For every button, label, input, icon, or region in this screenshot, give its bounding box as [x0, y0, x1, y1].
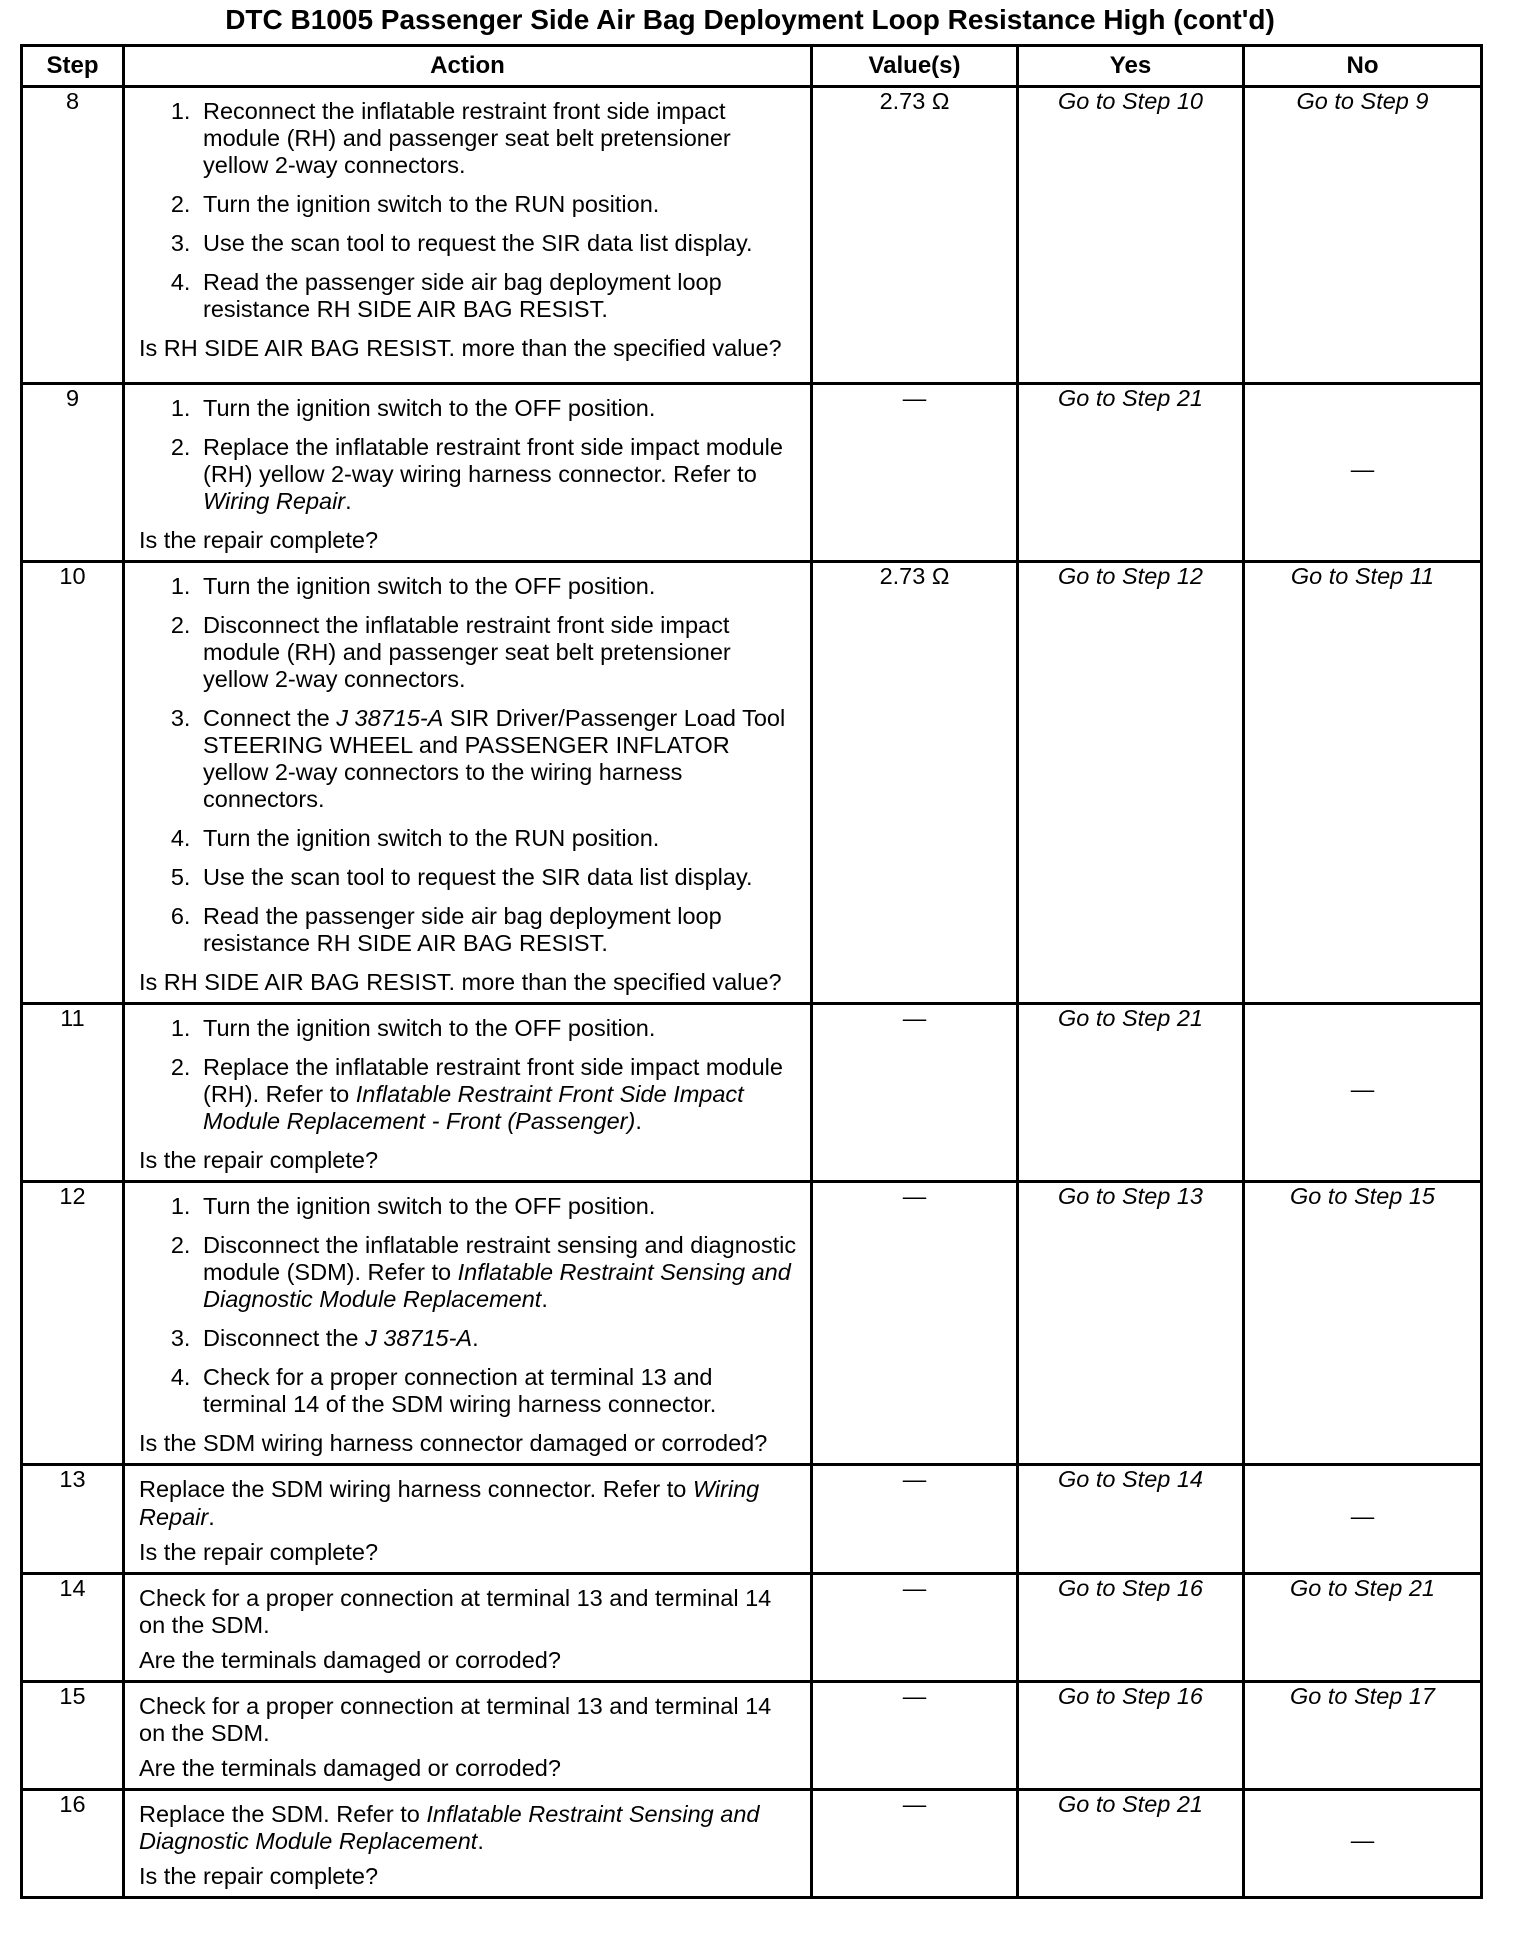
- reference-link: Inflatable Restraint Sensing and Diagnostic Module Replacement: [139, 1800, 760, 1854]
- reference-link: Inflatable Restraint Front Side Impact Module Replacement - Front (Passenger): [203, 1081, 744, 1135]
- action-list: [139, 1015, 800, 1135]
- value-cell: —: [812, 384, 1018, 562]
- value-cell: —: [812, 1789, 1018, 1897]
- action-item: [197, 1232, 800, 1313]
- value-cell: —: [812, 1182, 1018, 1465]
- no-cell: Go to Step 17: [1244, 1681, 1482, 1789]
- yes-cell: Go to Step 10: [1018, 87, 1244, 384]
- text-segment: .: [541, 1286, 548, 1313]
- text-segment: Disconnect the inflatable restraint sensing and diagnostic module (SDM). Refer to: [203, 1232, 797, 1286]
- action-list: [139, 573, 800, 957]
- action-cell: [124, 562, 812, 1004]
- text-segment: Replace the inflatable restraint front side impact module (RH). Refer to: [203, 1054, 783, 1108]
- action-list: [139, 98, 800, 323]
- action-item: 1. Turn the ignition switch to the OFF position.: [197, 1015, 800, 1042]
- yes-cell: Go to Step 13: [1018, 1182, 1244, 1465]
- action-cell: [124, 1465, 812, 1573]
- yes-cell: Go to Step 16: [1018, 1573, 1244, 1681]
- step-number: 16: [22, 1789, 124, 1897]
- action-item: 4. Read the passenger side air bag deployment loop resistance RH SIDE AIR BAG RESIST.: [197, 269, 800, 323]
- no-cell: Go to Step 21: [1244, 1573, 1482, 1681]
- yes-cell: Go to Step 16: [1018, 1681, 1244, 1789]
- table-row: [22, 1573, 1482, 1681]
- table-row: [22, 87, 1482, 384]
- yes-cell: Go to Step 21: [1018, 1004, 1244, 1182]
- text-segment: Replace the SDM. Refer to: [139, 1800, 427, 1827]
- action-item: 1. Turn the ignition switch to the OFF position.: [197, 573, 800, 600]
- no-cell: Go to Step 11: [1244, 562, 1482, 1004]
- text-segment: SIR Driver/Passenger Load Tool STEERING WHEEL and PASSENGER INFLATOR yellow 2-way connectors to the wiring harness connectors.: [203, 705, 786, 813]
- value-cell: 2.73 Ω: [812, 562, 1018, 1004]
- text-segment: .: [635, 1108, 642, 1135]
- action-item: [197, 1054, 800, 1135]
- reference-link: Inflatable Restraint Sensing and Diagnostic Module Replacement: [203, 1259, 791, 1313]
- no-cell: Go to Step 9: [1244, 87, 1482, 384]
- action-item: [197, 705, 800, 813]
- text-segment: .: [477, 1827, 484, 1854]
- page-title: DTC B1005 Passenger Side Air Bag Deployment Loop Resistance High (cont'd): [225, 4, 1275, 35]
- action-list: [139, 1193, 800, 1418]
- action-item: 5. Use the scan tool to request the SIR data list display.: [197, 864, 800, 891]
- action-cell: [124, 384, 812, 562]
- yes-cell: Go to Step 21: [1018, 384, 1244, 562]
- action-cell: [124, 1681, 812, 1789]
- action-item: [197, 1325, 800, 1352]
- action-item: 1. Turn the ignition switch to the OFF position.: [197, 395, 800, 422]
- text-segment: Replace the inflatable restraint front side impact module (RH) yellow 2-way wiring harness connector. Refer to: [203, 434, 783, 488]
- action-question: Are the terminals damaged or corroded?: [139, 1754, 561, 1781]
- text-segment: Connect the: [203, 705, 337, 732]
- table-row: [22, 1004, 1482, 1182]
- action-item: 6. Read the passenger side air bag deployment loop resistance RH SIDE AIR BAG RESIST.: [197, 903, 800, 957]
- reference-link: Wiring Repair: [203, 488, 346, 515]
- header-step: Step: [22, 46, 124, 87]
- value-cell: 2.73 Ω: [812, 87, 1018, 384]
- yes-cell: Go to Step 21: [1018, 1789, 1244, 1897]
- reference-link: J 38715-A: [364, 1325, 473, 1352]
- action-item: 2. Turn the ignition switch to the RUN position.: [197, 191, 800, 218]
- table-row: [22, 562, 1482, 1004]
- table-row: [22, 1465, 1482, 1573]
- action-question: Is RH SIDE AIR BAG RESIST. more than the specified value?: [139, 335, 782, 362]
- value-cell: —: [812, 1004, 1018, 1182]
- no-cell: —: [1244, 1465, 1482, 1573]
- action-description: Check for a proper connection at terminal 13 and terminal 14 on the SDM.: [139, 1584, 772, 1638]
- table-row: [22, 1789, 1482, 1897]
- action-cell: [124, 87, 812, 384]
- step-number: 13: [22, 1465, 124, 1573]
- value-cell: —: [812, 1465, 1018, 1573]
- diagnostic-table: [20, 44, 1483, 1899]
- action-item: [197, 434, 800, 515]
- table-body: [22, 87, 1482, 1898]
- text-segment: .: [208, 1503, 215, 1530]
- action-description: [139, 1476, 800, 1530]
- yes-cell: Go to Step 12: [1018, 562, 1244, 1004]
- reference-link: Wiring Repair: [139, 1476, 760, 1530]
- value-cell: —: [812, 1573, 1018, 1681]
- action-question: Are the terminals damaged or corroded?: [139, 1646, 561, 1673]
- step-number: 11: [22, 1004, 124, 1182]
- action-item: 1. Turn the ignition switch to the OFF position.: [197, 1193, 800, 1220]
- action-cell: [124, 1789, 812, 1897]
- step-number: 15: [22, 1681, 124, 1789]
- action-cell: [124, 1182, 812, 1465]
- step-number: 8: [22, 87, 124, 384]
- step-number: 10: [22, 562, 124, 1004]
- header-values: Value(s): [812, 46, 1018, 87]
- table-row: [22, 1182, 1482, 1465]
- action-question: Is the repair complete?: [139, 1147, 379, 1174]
- step-number: 12: [22, 1182, 124, 1465]
- no-cell: —: [1244, 384, 1482, 562]
- action-question: Is RH SIDE AIR BAG RESIST. more than the specified value?: [139, 969, 782, 996]
- header-no: No: [1244, 46, 1482, 87]
- text-segment: Replace the SDM wiring harness connector. Refer to: [139, 1476, 693, 1503]
- step-number: 9: [22, 384, 124, 562]
- action-item: 3. Use the scan tool to request the SIR data list display.: [197, 230, 800, 257]
- text-segment: .: [345, 488, 352, 515]
- header-action: Action: [124, 46, 812, 87]
- header-row: [22, 46, 1482, 87]
- text-segment: .: [472, 1325, 479, 1352]
- no-cell: —: [1244, 1004, 1482, 1182]
- action-question: Is the repair complete?: [139, 1538, 379, 1565]
- action-list: [139, 395, 800, 515]
- action-item: 4. Check for a proper connection at terminal 13 and terminal 14 of the SDM wiring harness connector.: [197, 1364, 800, 1418]
- action-question: Is the repair complete?: [139, 527, 379, 554]
- yes-cell: Go to Step 14: [1018, 1465, 1244, 1573]
- reference-link: J 38715-A: [336, 705, 444, 732]
- no-cell: —: [1244, 1789, 1482, 1897]
- action-question: Is the SDM wiring harness connector damaged or corroded?: [139, 1430, 768, 1457]
- action-cell: [124, 1004, 812, 1182]
- step-number: 14: [22, 1573, 124, 1681]
- action-item: 1. Reconnect the inflatable restraint front side impact module (RH) and passenger seat belt pretensioner yellow 2-way connectors.: [197, 98, 800, 179]
- action-cell: [124, 1573, 812, 1681]
- table-row: [22, 384, 1482, 562]
- header-yes: Yes: [1018, 46, 1244, 87]
- value-cell: —: [812, 1681, 1018, 1789]
- action-question: Is the repair complete?: [139, 1862, 379, 1889]
- text-segment: Disconnect the: [203, 1325, 365, 1352]
- action-description: Check for a proper connection at terminal 13 and terminal 14 on the SDM.: [139, 1692, 772, 1746]
- action-description: [139, 1801, 800, 1855]
- no-cell: Go to Step 15: [1244, 1182, 1482, 1465]
- action-item: 2. Disconnect the inflatable restraint front side impact module (RH) and passenger seat belt pretensioner yellow 2-way connectors.: [197, 612, 800, 693]
- action-item: 4. Turn the ignition switch to the RUN position.: [197, 825, 800, 852]
- table-row: [22, 1681, 1482, 1789]
